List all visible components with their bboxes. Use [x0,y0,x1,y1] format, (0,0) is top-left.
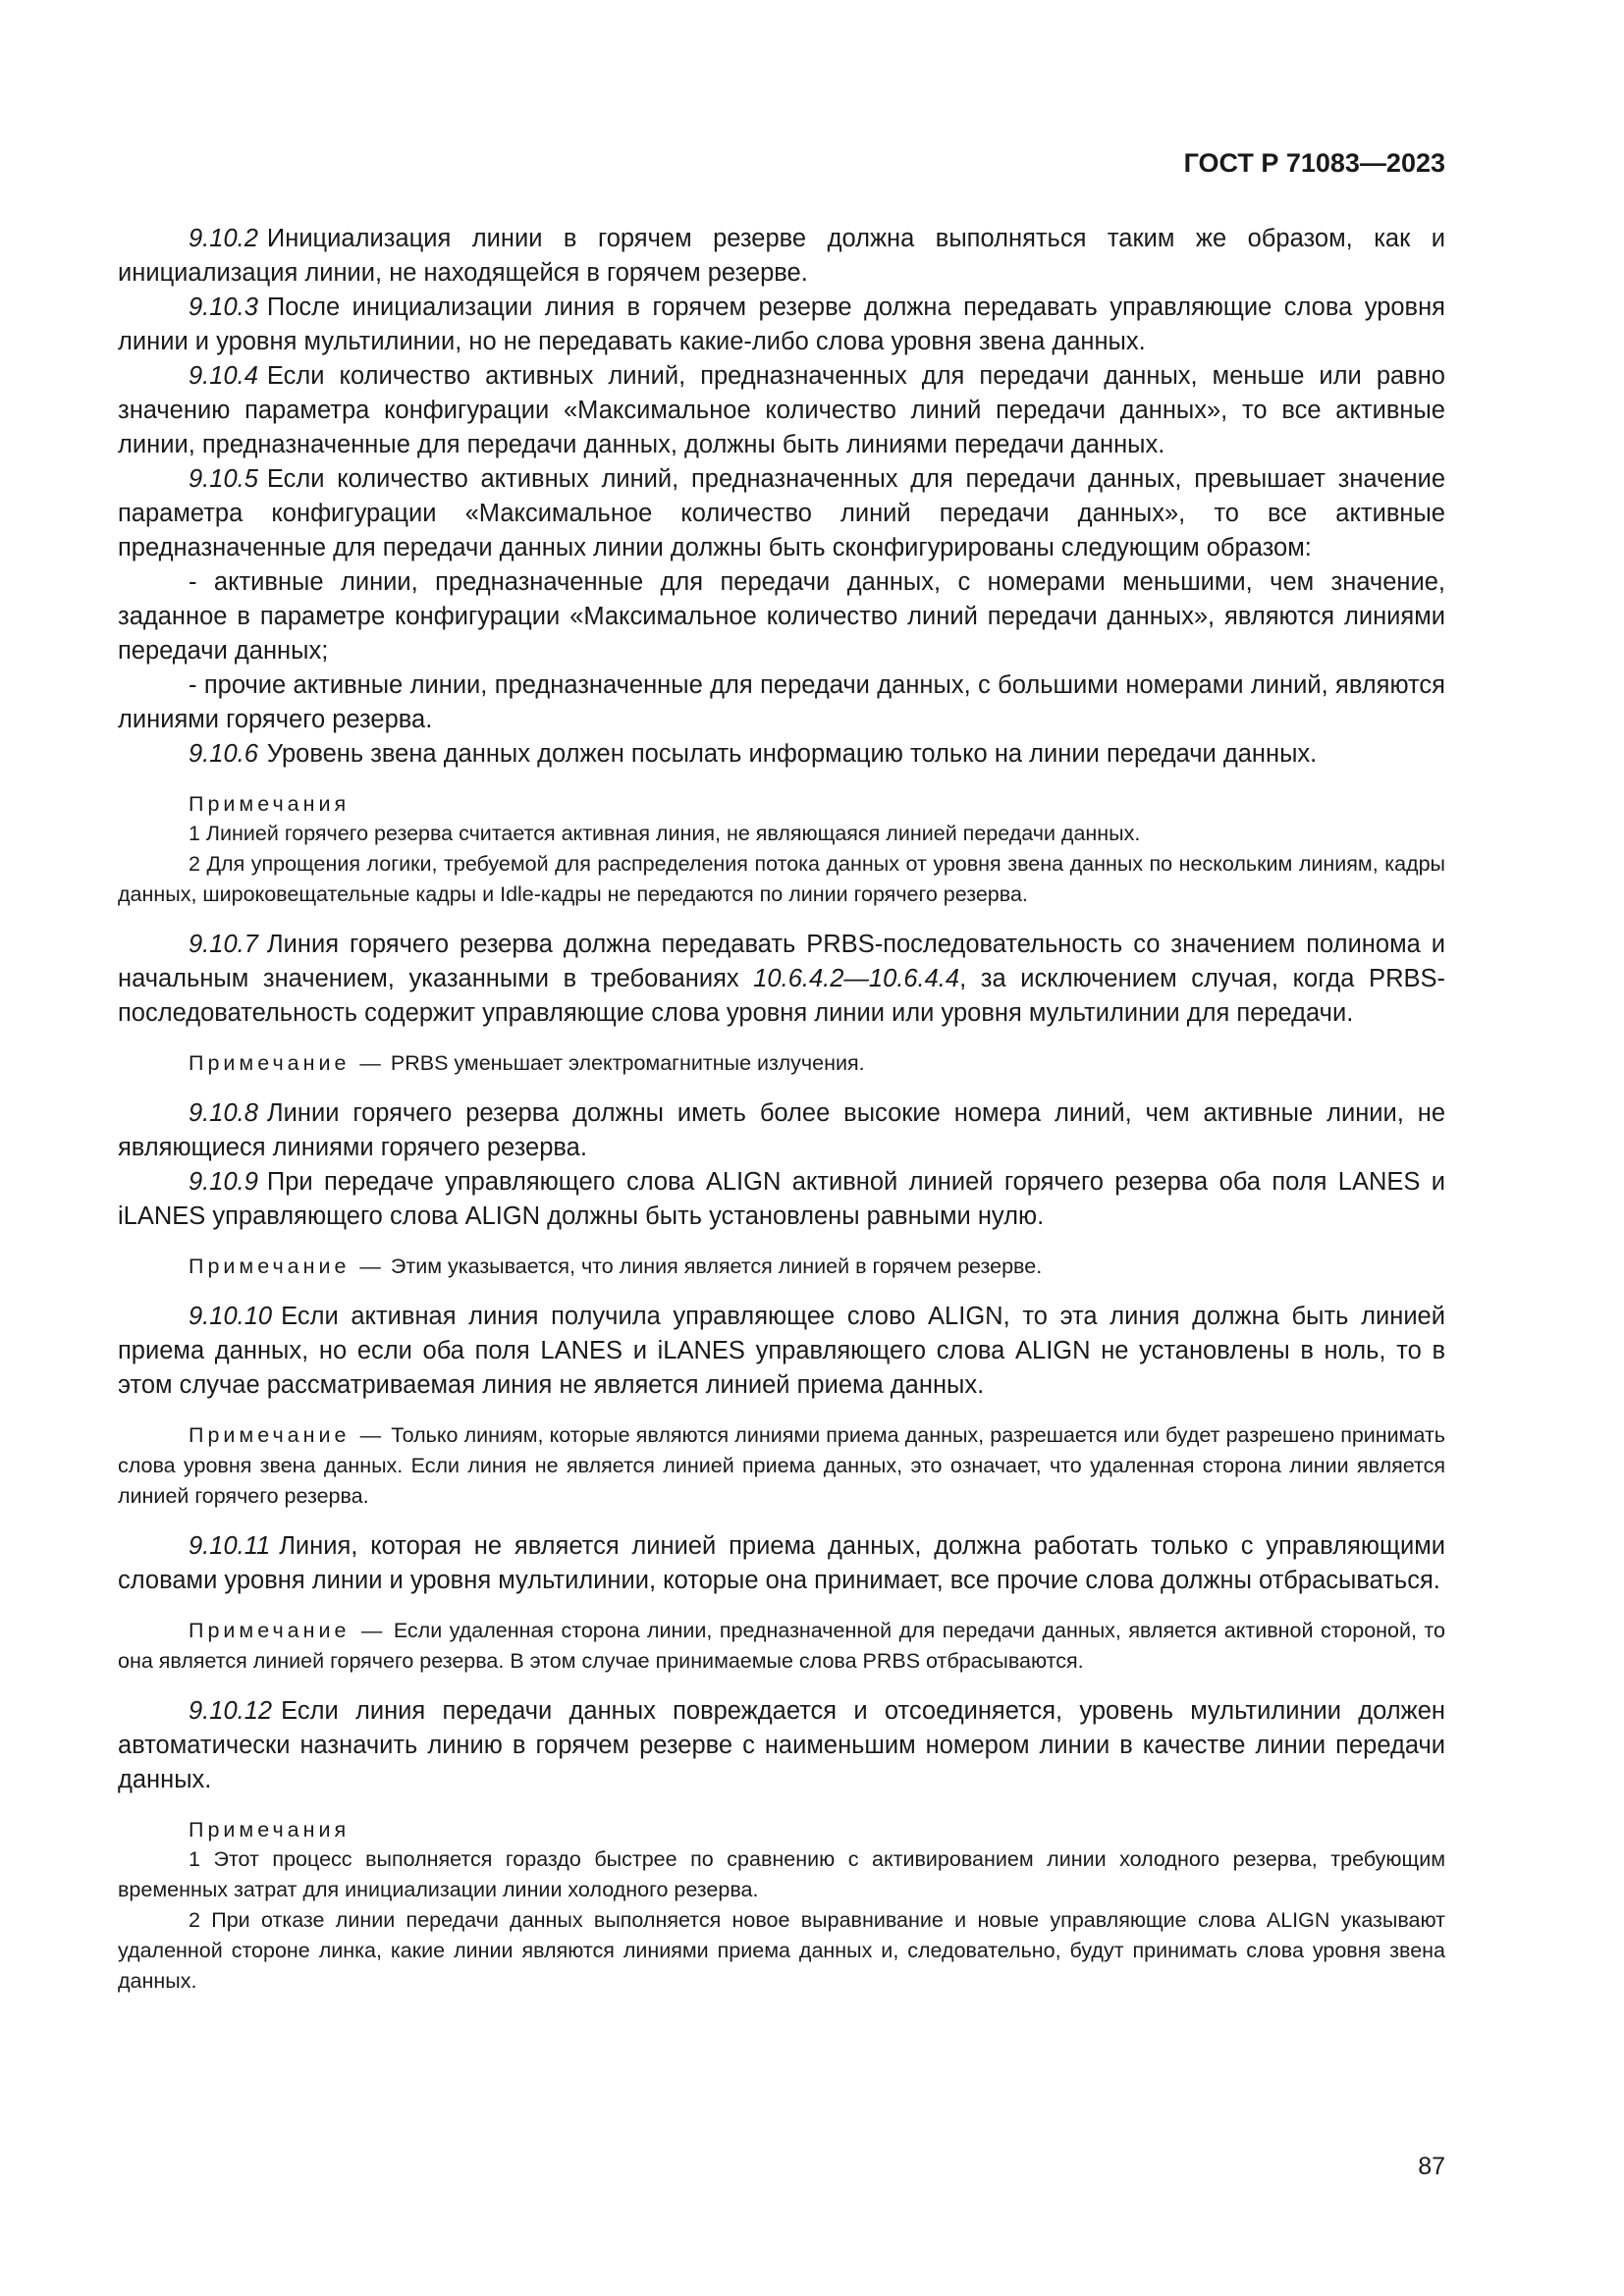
note-label: Примечание — [189,1423,386,1447]
clause-text: При передаче управляющего слова ALIGN активной линией горячего резерва оба поля LANES и iLANES управляющего слова ALIGN должны быть установлены равными нулю. [118,1168,1445,1230]
notes-heading: Примечания [189,1818,351,1842]
clause-number: 9.10.11 [189,1532,271,1560]
clause-text: Если линия передачи данных повреждается и отсоединяется, уровень мультилинии должен автоматически назначить линию в горячем резерве с наименьшим номером линии в качестве линии передачи данных. [118,1697,1445,1793]
clause-9-10-9 [118,1165,1445,1234]
note-label: Примечание — [189,1619,387,1642]
note-label: Примечание — [189,1051,385,1075]
clause-text: Линия горячего резерва должна передавать PRBS-последовательность со значением полинома и начальным значением, указанными в требованиях [118,931,1445,992]
note-receive [118,1420,1445,1512]
clause-text: Линия, которая не является линией приема данных, должна работать только с управляющими словами уровня линии и уровня мультилинии, которые она принимает, все прочие слова должны отбрасываться. [118,1532,1445,1594]
note-item: 2 Для упрощения логики, требуемой для распределения потока данных от уровня звена данных по нескольким линиям, кадры данных, широковещательные кадры и Idle-кадры не передаются по линии горячего резерва. [118,852,1445,906]
note-item: 2 При отказе линии передачи данных выполняется новое выравнивание и новые управляющие слова ALIGN указывают удаленной стороне линка, какие линии являются линиями приема данных и, следовательно, будут принимать слова уровня звена данных. [118,1908,1445,1993]
clause-9-10-11 [118,1529,1445,1598]
note-text: Только линиям, которые являются линиями приема данных, разрешается или будет разрешено принимать слова уровня звена данных. Если линия не является линией приема данных, это означает, что удаленная сторона линии является линией горячего резерва. [118,1423,1445,1508]
clause-9-10-7 [118,928,1445,1031]
clause-text: Если количество активных линий, предназначенных для передачи данных, меньше или равно значению параметра конфигурации «Максимальное количество линий передачи данных», то все активные линии, предназначенные для передачи данных, должны быть линиями передачи данных. [118,362,1445,458]
clause-reference: 10.6.4.2—10.6.4.4 [753,965,960,992]
list-item: - прочие активные линии, предназначенные для передачи данных, с большими номерами линий, являются линиями горячего резерва. [118,671,1445,733]
clause-number: 9.10.3 [189,294,258,321]
note-text: Этим указывается, что линия является линией в горячем резерве. [390,1255,1043,1278]
clause-number: 9.10.4 [189,362,258,390]
note-remote [118,1616,1445,1677]
clause-9-10-3 [118,291,1445,359]
page-number: 87 [1418,2153,1445,2180]
clause-number: 9.10.12 [189,1697,273,1725]
clause-number: 9.10.6 [189,740,258,768]
clause-number: 9.10.8 [189,1099,258,1127]
note-label: Примечание — [189,1255,385,1278]
notes-heading: Примечания [189,792,351,816]
clause-text: Если количество активных линий, предназначенных для передачи данных, превышает значение параметра конфигурации «Максимальное количество линий передачи данных», то все активные предназначенные для передачи данных линии должны быть сконфигурированы следующим образом: [118,465,1445,561]
note-prbs [118,1048,1445,1079]
clause-text: Если активная линия получила управляющее слово ALIGN, то эта линия должна быть линией приема данных, но если оба поля LANES и iLANES управляющего слова ALIGN не установлены в ноль, то в этом случае рассматриваемая линия не является линией приема данных. [118,1303,1445,1399]
clause-9-10-4 [118,359,1445,462]
clause-9-10-6 [118,737,1445,772]
note-item: 1 Линией горячего резерва считается активная линия, не являющаяся линией передачи данных. [189,822,1141,845]
clause-9-10-2 [118,222,1445,291]
clause-text: , за исключением случая, когда PRBS-последовательность содержит управляющие слова уровня линии или уровня мультилинии для передачи. [118,965,1445,1027]
note-item: 1 Этот процесс выполняется гораздо быстрее по сравнению с активированием линии холодного резерва, требующим временных затрат для инициализации линии холодного резерва. [118,1847,1445,1901]
clause-9-10-5 [118,462,1445,565]
clause-text: Инициализация линии в горячем резерве должна выполняться таким же образом, как и инициализация линии, не находящейся в горячем резерве. [118,225,1445,287]
document-id-header: ГОСТ Р 71083—2023 [1183,148,1445,178]
clause-text: После инициализации линия в горячем резерве должна передавать управляющие слова уровня линии и уровня мультилинии, но не передавать какие-либо слова уровня звена данных. [118,294,1445,355]
clause-number: 9.10.7 [189,931,258,958]
clause-9-10-12 [118,1694,1445,1797]
clause-9-10-10 [118,1300,1445,1403]
clause-number: 9.10.2 [189,225,258,252]
clause-9-10-8 [118,1096,1445,1165]
list-item: - активные линии, предназначенные для передачи данных, с номерами меньшими, чем значение, заданное в параметре конфигурации «Максимальное количество линий передачи данных», являются линиями передачи данных; [118,568,1445,665]
clause-text: Линии горячего резерва должны иметь более высокие номера линий, чем активные линии, не являющиеся линиями горячего резерва. [118,1099,1445,1161]
note-text: PRBS уменьшает электромагнитные излучения. [390,1051,865,1075]
clause-number: 9.10.9 [189,1168,258,1196]
clause-number: 9.10.10 [189,1303,273,1330]
page-content [118,222,1445,1997]
clause-number: 9.10.5 [189,465,258,493]
note-align [118,1252,1445,1282]
clause-text: Уровень звена данных должен посылать информацию только на линии передачи данных. [266,740,1318,768]
note-text: Если удаленная сторона линии, предназначенной для передачи данных, является активной стороной, то она является линией горячего резерва. В этом случае принимаемые слова PRBS отбрасываются. [118,1619,1445,1673]
